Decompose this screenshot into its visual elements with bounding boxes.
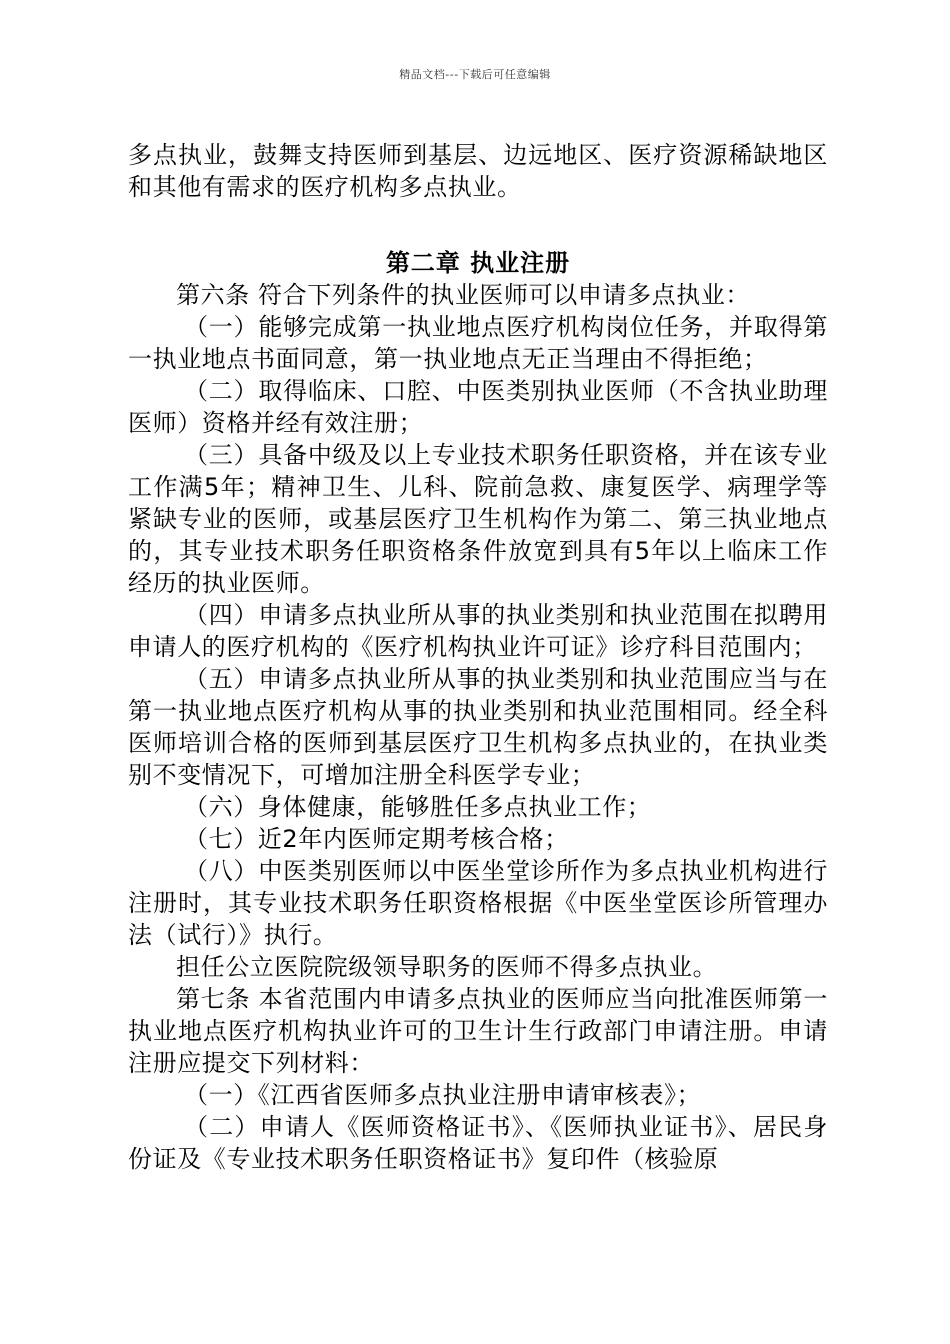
- article-6-item-2: （二）取得临床、口腔、中医类别执业医师（不含执业助理医师）资格并经有效注册；: [128, 377, 828, 437]
- article-6-item-7: （七）近2年内医师定期考核合格；: [184, 825, 569, 853]
- article-7-intro: 第七条 本省范围内申请多点执业的医师应当向批准医师第一执业地点医疗机构执业许可的卫生计生行政部门申请注册。申请注册应提交下列材料：: [128, 985, 828, 1077]
- page-header-note: 精品文档---下载后可任意编辑: [399, 68, 551, 81]
- article-7-item-2: （二）申请人《医师资格证书》、《医师执业证书》、居民身份证及《专业技术职务任职资格证书》复印件（核验原: [128, 1113, 828, 1173]
- article-6-item-6: （六）身体健康，能够胜任多点执业工作；: [184, 793, 652, 821]
- article-6-item-4: （四）申请多点执业所从事的执业类别和执业范围在拟聘用申请人的医疗机构的《医疗机构执业许可证》诊疗科目范围内；: [128, 601, 828, 661]
- intro-paragraph: 多点执业，鼓舞支持医师到基层、边远地区、医疗资源稀缺地区和其他有需求的医疗机构多点执业。: [128, 141, 828, 201]
- article-6-item-1: （一）能够完成第一执业地点医疗机构岗位任务，并取得第一执业地点书面同意，第一执业地点无正当理由不得拒绝；: [128, 313, 828, 373]
- article-6-item-3: （三）具备中级及以上专业技术职务任职资格，并在该专业工作满5年；精神卫生、儿科、院前急救、康复医学、病理学等紧缺专业的医师，或基层医疗卫生机构作为第二、第三执业地点的，其专业技术职务任职资格条件放宽到具有5年以上临床工作经历的执业医师。: [128, 441, 828, 597]
- article-6-note: 担任公立医院院级领导职务的医师不得多点执业。: [176, 953, 718, 981]
- article-6-item-5: （五）申请多点执业所从事的执业类别和执业范围应当与在第一执业地点医疗机构从事的执业类别和执业范围相同。经全科医师培训合格的医师到基层医疗卫生机构多点执业的，在执业类别不变情况下，可增加注册全科医学专业；: [128, 665, 828, 789]
- article-7-item-1: （一）《江西省医师多点执业注册申请审核表》；: [184, 1081, 702, 1109]
- document-body: [128, 139, 828, 1175]
- article-6-item-8: （八）中医类别医师以中医坐堂诊所作为多点执业机构进行注册时，其专业技术职务任职资格根据《中医坐堂医诊所管理办法（试行）》执行。: [128, 857, 828, 949]
- chapter-title: 第二章 执业注册: [385, 249, 571, 277]
- article-6-intro: 第六条 符合下列条件的执业医师可以申请多点执业：: [176, 281, 751, 309]
